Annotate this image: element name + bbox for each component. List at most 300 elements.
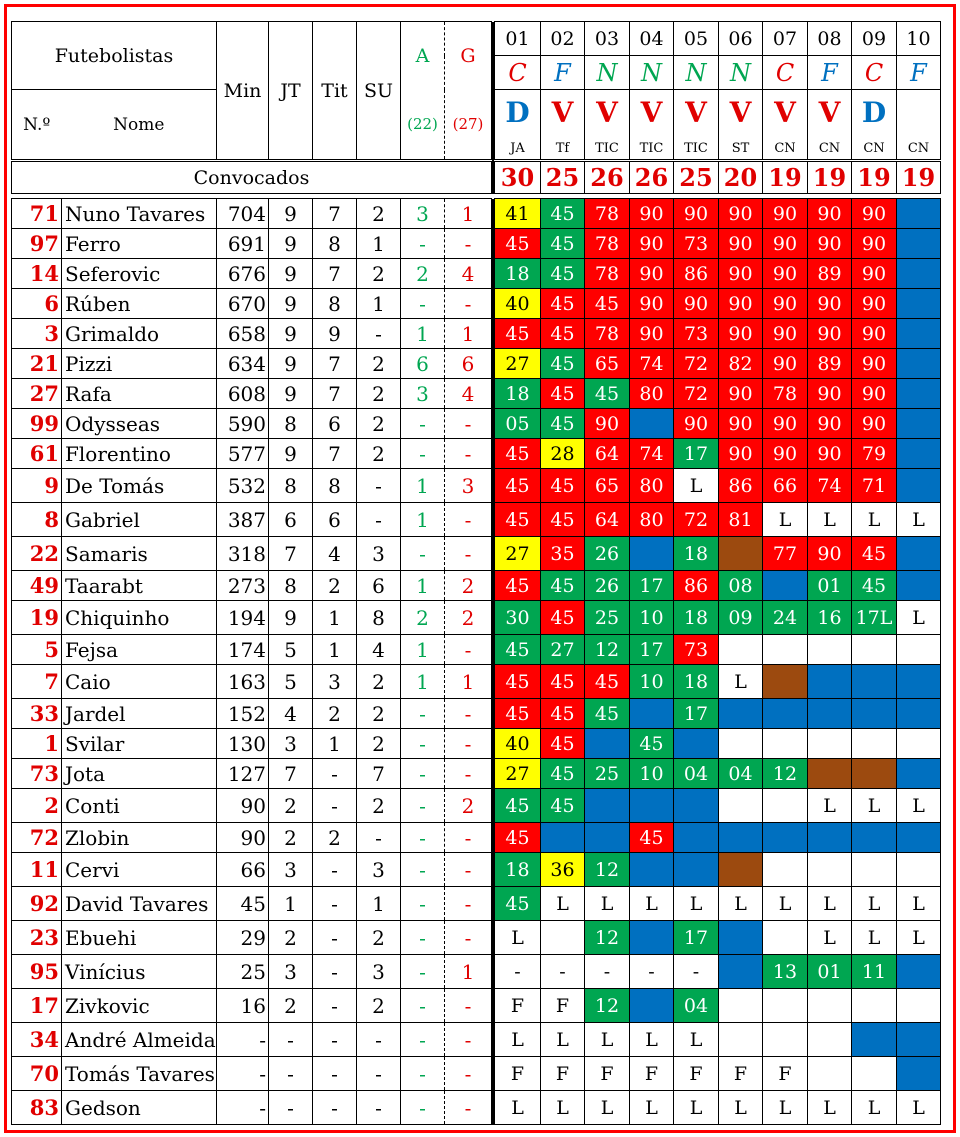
player-games-played: 9 [269, 199, 313, 229]
player-row [12, 635, 941, 665]
game-minutes-cell [808, 823, 852, 853]
player-subs: 2 [357, 409, 401, 439]
player-number: 22 [12, 537, 62, 571]
player-games-played: 2 [269, 823, 313, 853]
game-minutes-cell: 90 [674, 289, 719, 319]
game-minutes-cell: 18 [495, 379, 541, 409]
game-minutes-cell: 89 [808, 259, 852, 289]
player-row [12, 571, 941, 601]
player-name: Odysseas [62, 409, 217, 439]
game-minutes-cell: 78 [763, 379, 808, 409]
game-id: 10 [897, 22, 941, 56]
player-subs: 3 [357, 955, 401, 989]
player-assists: - [401, 955, 445, 989]
player-assists: - [401, 1091, 445, 1125]
player-subs: - [357, 503, 401, 537]
game-minutes-cell [897, 853, 941, 887]
game-minutes-cell: L [674, 1091, 719, 1125]
player-starts: - [313, 887, 357, 921]
game-minutes-cell: 90 [630, 229, 674, 259]
player-name: Cervi [62, 853, 217, 887]
player-goals: - [445, 439, 492, 469]
player-starts: 7 [313, 379, 357, 409]
game-minutes-cell [897, 229, 941, 259]
game-minutes-cell: 90 [763, 319, 808, 349]
player-minutes: 16 [217, 989, 269, 1023]
game-minutes-cell [808, 759, 852, 789]
game-minutes-cell: 90 [630, 199, 674, 229]
player-starts: 7 [313, 199, 357, 229]
player-minutes: 29 [217, 921, 269, 955]
game-minutes-cell: 90 [630, 319, 674, 349]
game-id: 05 [674, 22, 719, 56]
player-assists: - [401, 887, 445, 921]
player-subs: - [357, 319, 401, 349]
player-games-played: 9 [269, 601, 313, 635]
assists-total: (22) [401, 90, 445, 160]
player-games-played: 7 [269, 537, 313, 571]
player-row [12, 469, 941, 503]
game-minutes-cell: 90 [852, 259, 897, 289]
game-minutes-cell: 12 [585, 853, 630, 887]
player-name: Jota [62, 759, 217, 789]
game-minutes-cell: 45 [541, 729, 585, 759]
game-result-cell [897, 90, 941, 160]
game-minutes-cell: 45 [541, 229, 585, 259]
game-minutes-cell: 45 [495, 789, 541, 823]
game-convocados: 20 [719, 162, 763, 194]
player-subs: - [357, 823, 401, 853]
game-minutes-cell [630, 537, 674, 571]
game-minutes-cell: 16 [808, 601, 852, 635]
player-number: 61 [12, 439, 62, 469]
game-minutes-cell: L [674, 1023, 719, 1057]
player-subs: 2 [357, 379, 401, 409]
player-row [12, 1057, 941, 1091]
game-minutes-cell: 80 [630, 503, 674, 537]
game-minutes-cell: 45 [541, 469, 585, 503]
player-row [12, 853, 941, 887]
game-minutes-cell: 45 [541, 319, 585, 349]
game-minutes-cell [852, 759, 897, 789]
game-minutes-cell [719, 955, 763, 989]
player-games-played: 6 [269, 503, 313, 537]
game-minutes-cell [763, 699, 808, 729]
game-id: 04 [630, 22, 674, 56]
player-number: 95 [12, 955, 62, 989]
player-minutes: 577 [217, 439, 269, 469]
game-minutes-cell [674, 823, 719, 853]
player-goals: 6 [445, 349, 492, 379]
game-minutes-cell [897, 537, 941, 571]
game-minutes-cell: - [674, 955, 719, 989]
player-number: 71 [12, 199, 62, 229]
game-minutes-cell [630, 699, 674, 729]
player-starts: 2 [313, 571, 357, 601]
player-row [12, 199, 941, 229]
game-minutes-cell: L [808, 1091, 852, 1125]
game-minutes-cell [897, 469, 941, 503]
player-subs: - [357, 1091, 401, 1125]
game-minutes-cell [719, 921, 763, 955]
game-minutes-cell: 18 [674, 601, 719, 635]
player-games-played: 2 [269, 989, 313, 1023]
game-minutes-cell [852, 823, 897, 853]
game-minutes-cell: 12 [585, 635, 630, 665]
player-assists: 1 [401, 469, 445, 503]
game-minutes-cell: F [630, 1057, 674, 1091]
game-minutes-cell: 82 [719, 349, 763, 379]
game-id: 06 [719, 22, 763, 56]
player-row [12, 229, 941, 259]
game-minutes-cell: 90 [808, 537, 852, 571]
game-minutes-cell: 25 [585, 601, 630, 635]
player-minutes: 691 [217, 229, 269, 259]
player-goals: 1 [445, 955, 492, 989]
game-minutes-cell: F [585, 1057, 630, 1091]
player-name: Zlobin [62, 823, 217, 853]
game-minutes-cell: 90 [852, 199, 897, 229]
player-starts: - [313, 853, 357, 887]
player-number: 6 [12, 289, 62, 319]
game-minutes-cell: 90 [808, 319, 852, 349]
game-minutes-cell [763, 1023, 808, 1057]
game-minutes-cell: 17 [674, 699, 719, 729]
game-minutes-cell: 45 [630, 729, 674, 759]
game-minutes-cell: 45 [495, 229, 541, 259]
player-number: 70 [12, 1057, 62, 1091]
player-games-played: - [269, 1091, 313, 1125]
game-minutes-cell: 01 [808, 571, 852, 601]
game-id: 03 [585, 22, 630, 56]
game-minutes-cell: 35 [541, 537, 585, 571]
player-starts: 7 [313, 439, 357, 469]
game-minutes-cell: 17 [630, 635, 674, 665]
player-row [12, 259, 941, 289]
player-assists: 3 [401, 199, 445, 229]
game-convocados: 25 [674, 162, 719, 194]
game-minutes-cell: 27 [495, 759, 541, 789]
assists-header: A [401, 22, 445, 90]
player-row [12, 955, 941, 989]
game-competition: C [495, 56, 541, 90]
game-minutes-cell: L [719, 1091, 763, 1125]
game-minutes-cell [852, 1023, 897, 1057]
player-assists: 6 [401, 349, 445, 379]
game-minutes-cell: 78 [585, 199, 630, 229]
game-result-cell [674, 90, 719, 160]
game-minutes-cell [630, 853, 674, 887]
game-minutes-cell: 90 [852, 409, 897, 439]
player-name: Gabriel [62, 503, 217, 537]
game-minutes-cell: 72 [674, 379, 719, 409]
game-minutes-cell [897, 699, 941, 729]
player-assists: 2 [401, 601, 445, 635]
su-header: SU [357, 22, 401, 160]
player-assists: - [401, 699, 445, 729]
player-name: Rúben [62, 289, 217, 319]
game-minutes-cell [897, 571, 941, 601]
player-number: 49 [12, 571, 62, 601]
player-starts: 7 [313, 259, 357, 289]
game-minutes-cell: 90 [808, 379, 852, 409]
player-goals: - [445, 1057, 492, 1091]
player-starts: - [313, 759, 357, 789]
game-minutes-cell: 17 [674, 921, 719, 955]
game-minutes-cell: L [852, 921, 897, 955]
game-convocados: 30 [495, 162, 541, 194]
game-minutes-cell: L [897, 887, 941, 921]
game-minutes-cell: 24 [763, 601, 808, 635]
game-minutes-cell: 90 [719, 439, 763, 469]
game-minutes-cell: 74 [630, 439, 674, 469]
game-competition: F [541, 56, 585, 90]
game-result-cell [630, 90, 674, 160]
game-minutes-cell: - [541, 955, 585, 989]
player-goals: - [445, 635, 492, 665]
game-result: V [640, 95, 663, 129]
tit-header: Tit [313, 22, 357, 160]
player-starts: 4 [313, 537, 357, 571]
game-minutes-cell: 90 [808, 409, 852, 439]
player-subs: 6 [357, 571, 401, 601]
game-minutes-cell: 12 [585, 921, 630, 955]
game-minutes-cell [897, 199, 941, 229]
player-name: Ferro [62, 229, 217, 259]
player-assists: 3 [401, 379, 445, 409]
game-competition: N [674, 56, 719, 90]
player-goals: - [445, 823, 492, 853]
game-result [897, 91, 940, 131]
player-subs: 2 [357, 699, 401, 729]
game-result: D [861, 95, 887, 129]
game-minutes-cell: 45 [541, 789, 585, 823]
game-minutes-cell: 45 [541, 699, 585, 729]
player-name: Seferovic [62, 259, 217, 289]
player-games-played: 3 [269, 853, 313, 887]
player-number: 1 [12, 729, 62, 759]
player-goals: - [445, 853, 492, 887]
game-minutes-cell: 36 [541, 853, 585, 887]
player-subs: 7 [357, 759, 401, 789]
player-stats-table [11, 21, 941, 1125]
player-name: Caio [62, 665, 217, 699]
game-minutes-cell [719, 699, 763, 729]
player-minutes: 704 [217, 199, 269, 229]
player-row [12, 1023, 941, 1057]
game-minutes-cell: L [897, 921, 941, 955]
game-minutes-cell: 45 [495, 635, 541, 665]
game-minutes-cell [674, 729, 719, 759]
game-minutes-cell: L [763, 1091, 808, 1125]
game-minutes-cell: 64 [585, 503, 630, 537]
game-minutes-cell: L [808, 789, 852, 823]
game-competition: N [719, 56, 763, 90]
jt-header: JT [269, 22, 313, 160]
game-minutes-cell [808, 853, 852, 887]
player-number: 27 [12, 379, 62, 409]
player-subs: - [357, 1057, 401, 1091]
game-result-cell [585, 90, 630, 160]
player-goals: 1 [445, 665, 492, 699]
game-minutes-cell [763, 571, 808, 601]
player-minutes: 676 [217, 259, 269, 289]
game-result-cell [719, 90, 763, 160]
game-id: 08 [808, 22, 852, 56]
player-games-played: 5 [269, 635, 313, 665]
game-minutes-cell: 65 [585, 469, 630, 503]
game-minutes-cell: 18 [674, 537, 719, 571]
game-minutes-cell: 45 [585, 379, 630, 409]
game-minutes-cell: 45 [541, 349, 585, 379]
game-minutes-cell: 17 [674, 439, 719, 469]
game-minutes-cell: 74 [630, 349, 674, 379]
name-header: Nome [62, 90, 217, 160]
game-result-cell [852, 90, 897, 160]
player-name: De Tomás [62, 469, 217, 503]
game-minutes-cell: F [674, 1057, 719, 1091]
game-minutes-cell: 81 [719, 503, 763, 537]
game-minutes-cell: 86 [674, 259, 719, 289]
player-games-played: 9 [269, 439, 313, 469]
game-result-cell [808, 90, 852, 160]
player-minutes: 532 [217, 469, 269, 503]
game-minutes-cell: L [495, 1023, 541, 1057]
game-minutes-cell: 86 [719, 469, 763, 503]
game-minutes-cell: 80 [630, 469, 674, 503]
game-minutes-cell: L [541, 1091, 585, 1125]
player-number: 34 [12, 1023, 62, 1057]
game-minutes-cell: 71 [852, 469, 897, 503]
game-minutes-cell: 78 [585, 259, 630, 289]
game-minutes-cell [897, 729, 941, 759]
game-minutes-cell: L [541, 887, 585, 921]
game-venue: ST [731, 140, 750, 156]
game-minutes-cell: L [852, 887, 897, 921]
game-minutes-cell [852, 989, 897, 1023]
game-minutes-cell [719, 537, 763, 571]
game-minutes-cell [808, 665, 852, 699]
game-minutes-cell: F [763, 1057, 808, 1091]
game-minutes-cell: F [495, 1057, 541, 1091]
game-competition: F [897, 56, 941, 90]
player-goals: - [445, 989, 492, 1023]
game-minutes-cell: 90 [763, 229, 808, 259]
game-minutes-cell: 90 [852, 319, 897, 349]
game-minutes-cell [719, 989, 763, 1023]
player-starts: 8 [313, 469, 357, 503]
player-games-played: 9 [269, 289, 313, 319]
player-goals: - [445, 409, 492, 439]
game-minutes-cell [719, 823, 763, 853]
player-minutes: - [217, 1023, 269, 1057]
game-minutes-cell: 27 [495, 537, 541, 571]
game-minutes-cell: 04 [674, 759, 719, 789]
player-starts: 9 [313, 319, 357, 349]
game-minutes-cell: 18 [495, 853, 541, 887]
game-minutes-cell: - [495, 955, 541, 989]
player-number: 9 [12, 469, 62, 503]
game-minutes-cell [808, 989, 852, 1023]
player-name: Taarabt [62, 571, 217, 601]
game-minutes-cell: 64 [585, 439, 630, 469]
game-minutes-cell: 28 [541, 439, 585, 469]
player-number: 7 [12, 665, 62, 699]
player-goals: - [445, 921, 492, 955]
game-minutes-cell: 45 [541, 379, 585, 409]
player-name: Nuno Tavares [62, 199, 217, 229]
player-goals: - [445, 1091, 492, 1125]
goals-total: (27) [445, 90, 492, 160]
game-minutes-cell: 45 [495, 469, 541, 503]
player-minutes: 273 [217, 571, 269, 601]
player-assists: - [401, 439, 445, 469]
game-minutes-cell [897, 409, 941, 439]
player-starts: 6 [313, 503, 357, 537]
player-goals: 3 [445, 469, 492, 503]
player-goals: 2 [445, 601, 492, 635]
game-minutes-cell: 45 [541, 503, 585, 537]
player-goals: - [445, 699, 492, 729]
player-subs: 3 [357, 853, 401, 887]
game-minutes-cell [897, 1023, 941, 1057]
game-id: 01 [495, 22, 541, 56]
game-minutes-cell: L [719, 665, 763, 699]
player-assists: - [401, 729, 445, 759]
game-minutes-cell [585, 823, 630, 853]
game-result-cell [541, 90, 585, 160]
game-minutes-cell: 04 [719, 759, 763, 789]
player-row [12, 379, 941, 409]
game-minutes-cell: L [897, 789, 941, 823]
game-competition: N [630, 56, 674, 90]
game-minutes-cell: 79 [852, 439, 897, 469]
game-minutes-cell [852, 699, 897, 729]
player-assists: - [401, 1057, 445, 1091]
players-title: Futebolistas [12, 22, 217, 90]
game-minutes-cell [897, 823, 941, 853]
player-minutes: 387 [217, 503, 269, 537]
game-minutes-cell [897, 665, 941, 699]
game-minutes-cell [763, 853, 808, 887]
game-minutes-cell: L [585, 1023, 630, 1057]
game-minutes-cell [808, 699, 852, 729]
player-goals: 1 [445, 319, 492, 349]
game-minutes-cell: 05 [495, 409, 541, 439]
game-minutes-cell: L [674, 469, 719, 503]
game-minutes-cell [719, 1023, 763, 1057]
player-minutes: 130 [217, 729, 269, 759]
game-minutes-cell: 90 [808, 289, 852, 319]
player-subs: - [357, 1023, 401, 1057]
game-minutes-cell: 45 [541, 259, 585, 289]
player-name: Chiquinho [62, 601, 217, 635]
game-id: 09 [852, 22, 897, 56]
game-minutes-cell: 04 [674, 989, 719, 1023]
game-minutes-cell: 90 [763, 409, 808, 439]
game-minutes-cell: 90 [630, 289, 674, 319]
player-assists: - [401, 853, 445, 887]
game-minutes-cell: 45 [541, 601, 585, 635]
game-result: V [551, 95, 574, 129]
player-minutes: 66 [217, 853, 269, 887]
game-minutes-cell: 10 [630, 665, 674, 699]
game-minutes-cell: 26 [585, 537, 630, 571]
player-row [12, 699, 941, 729]
player-number: 97 [12, 229, 62, 259]
player-subs: 2 [357, 439, 401, 469]
game-venue: CN [774, 140, 796, 156]
